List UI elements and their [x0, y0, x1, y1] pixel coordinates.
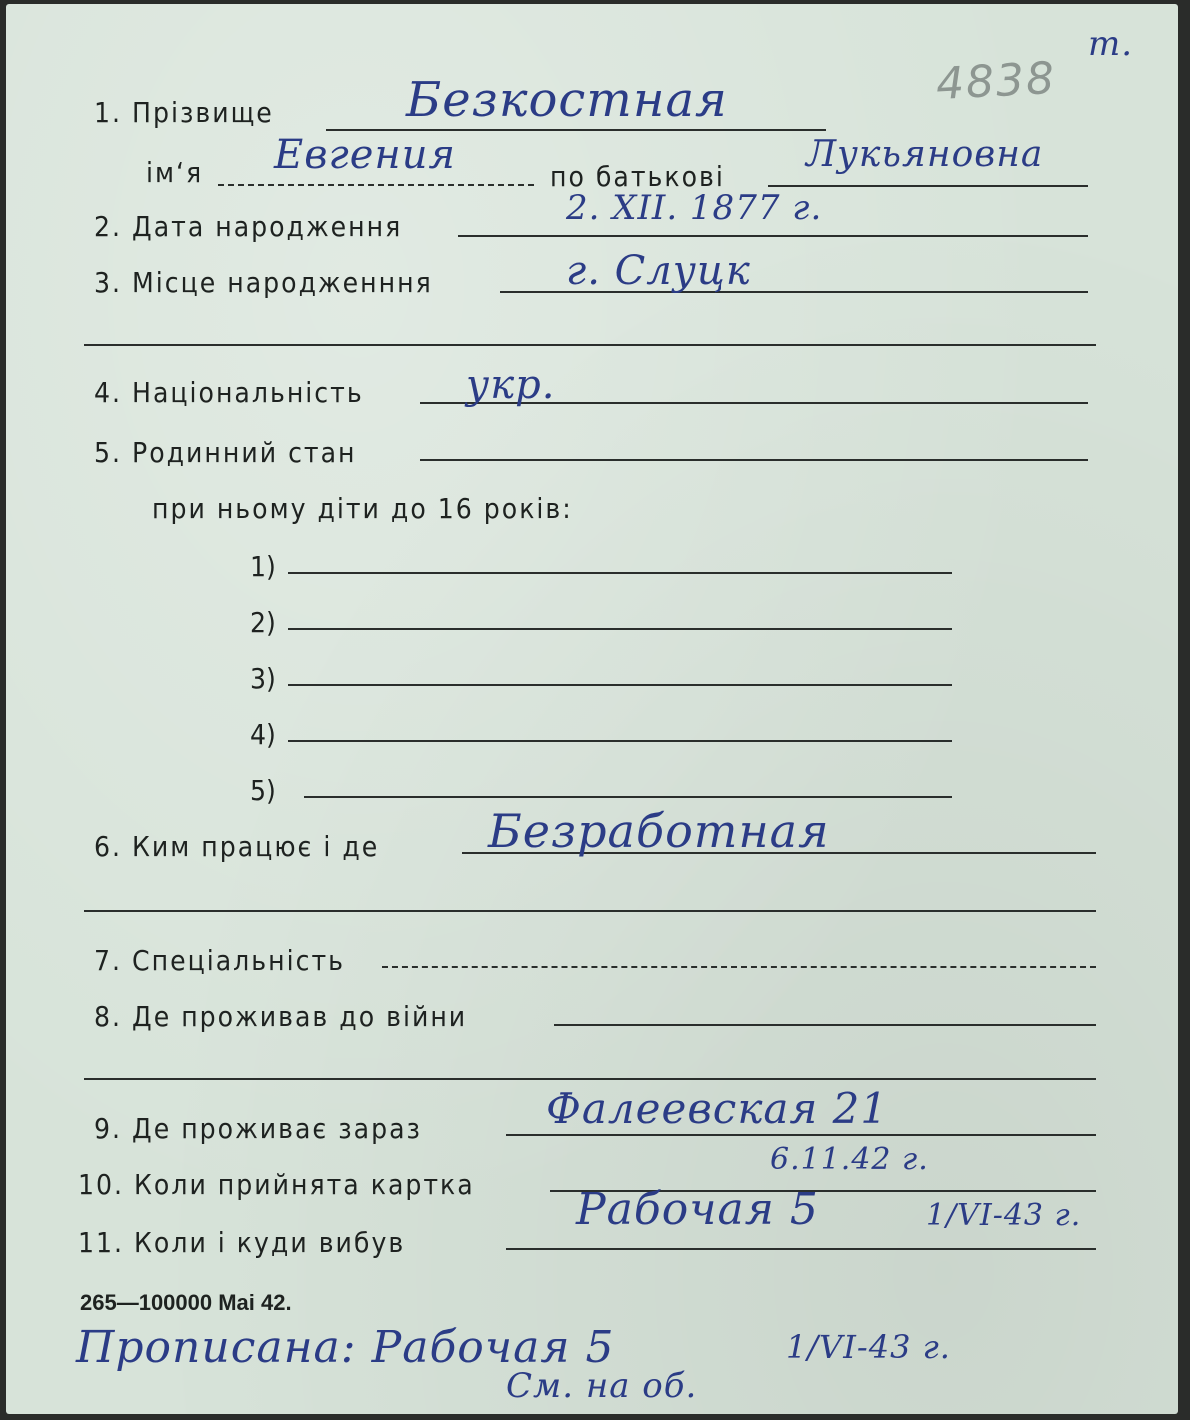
archive-mark: т.	[1088, 24, 1134, 64]
registration-text: Прописана: Рабочая 5	[76, 1322, 615, 1373]
first-name-line	[218, 184, 534, 186]
departed-date: 1/VI-43 г.	[926, 1198, 1082, 1233]
child-row-4-label: 4)	[250, 718, 276, 751]
patronymic-value: Лукьяновна	[806, 134, 1044, 175]
child-row-4-line	[288, 740, 952, 742]
departed-line	[506, 1248, 1096, 1250]
child-row-3-label: 3)	[250, 662, 276, 695]
nationality-value: укр.	[466, 362, 556, 408]
marital-status-label: 5. Родинний стан	[94, 436, 357, 469]
occupation-value: Безработная	[488, 804, 830, 858]
separator-line-2	[84, 910, 1096, 912]
birth-date-value: 2. XII. 1877 г.	[566, 188, 823, 228]
birth-place-label: 3. Місце народженння	[94, 266, 433, 299]
child-row-1-label: 1)	[250, 550, 276, 583]
child-row-3-line	[288, 684, 952, 686]
current-residence-value: Фалеевская 21	[546, 1084, 889, 1133]
registration-card	[6, 4, 1178, 1414]
marital-status-line	[420, 459, 1088, 461]
surname-label: 1. Прізвище	[94, 96, 274, 129]
surname-line	[326, 129, 826, 131]
child-row-2-label: 2)	[250, 606, 276, 639]
child-row-2-line	[288, 628, 952, 630]
departed-value: Рабочая 5	[576, 1184, 819, 1235]
current-residence-label: 9. Де проживає зараз	[94, 1112, 422, 1145]
birth-date-label: 2. Дата народження	[94, 210, 403, 243]
registration-date: 1/VI-43 г.	[786, 1328, 951, 1366]
prewar-residence-label: 8. Де проживав до війни	[94, 1000, 468, 1033]
birth-place-value: г. Слуцк	[566, 248, 751, 294]
card-accepted-value: 6.11.42 г.	[770, 1142, 929, 1177]
patronymic-label: по батькові	[550, 160, 725, 193]
specialty-label: 7. Спеціальність	[94, 944, 345, 977]
departed-label: 11. Коли і куди вибув	[78, 1226, 406, 1259]
prewar-residence-line	[554, 1024, 1096, 1026]
separator-line-1	[84, 344, 1096, 346]
children-header: при ньому діти до 16 років:	[152, 492, 573, 525]
first-name-value: Евгения	[274, 132, 456, 178]
child-row-5-label: 5)	[250, 774, 276, 807]
archive-number: 4838	[934, 52, 1058, 111]
birth-date-line	[458, 235, 1088, 237]
child-row-5-line	[304, 796, 952, 798]
first-name-label: ім‘я	[146, 156, 204, 189]
card-accepted-label: 10. Коли прийнята картка	[78, 1168, 475, 1201]
surname-value: Безкостная	[406, 72, 728, 128]
registration-note: См. на об.	[506, 1366, 698, 1406]
separator-line-3	[84, 1078, 1096, 1080]
nationality-label: 4. Національність	[94, 376, 364, 409]
child-row-1-line	[288, 572, 952, 574]
print-code: 265—100000 Mai 42.	[80, 1290, 292, 1315]
occupation-label: 6. Ким працює і де	[94, 830, 380, 863]
current-residence-line	[506, 1134, 1096, 1136]
patronymic-line	[768, 185, 1088, 187]
specialty-line	[382, 966, 1096, 968]
